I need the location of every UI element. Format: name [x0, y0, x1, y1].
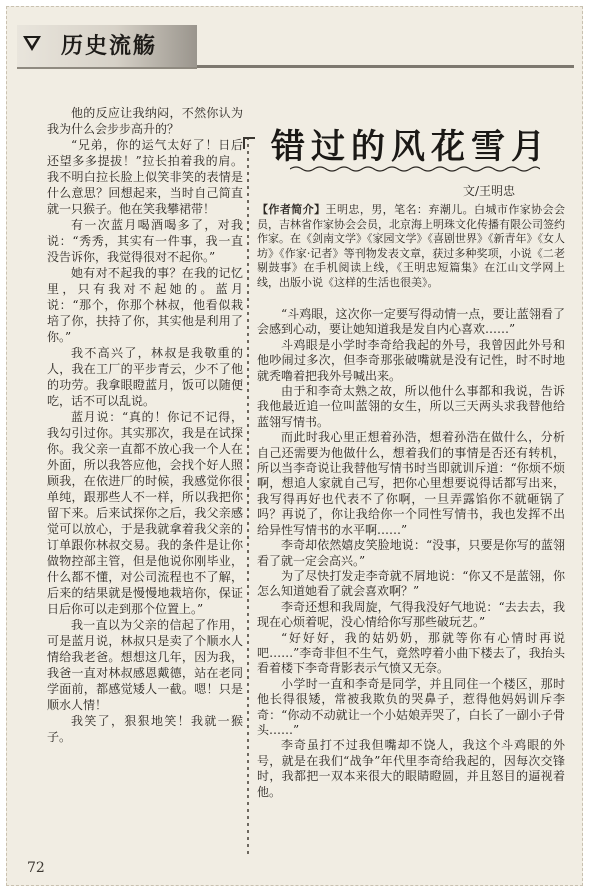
section-title: 历史流觞 [61, 33, 158, 59]
paragraph: 蓝月说：“真的！你记不记得，我勾引过你。其实那次，我是在试探你。我父亲一直都不放心我一个人在外面，所以我答应他，会找个好人照顾我，在依进厂的时候，我感觉你很单纯，跟那些人不一样，所以我把你留下来。后来试探你之后，我父亲感觉可以放心，于是我就拿着我父亲的订单跟你林叔交易。我的条件是让你做物控部主管，但是他说你刚毕业，什么都不懂，对公司流程也不了解，后来的结果就是慢慢地栽培你，保证日后你可以走到那个位置上。” [47, 410, 243, 616]
magazine-page [6, 6, 583, 886]
paragraph: 有一次蓝月喝酒喝多了，对我说：“秀秀，其实有一件事，我一直没告诉你，我觉得很对不起你。” [47, 218, 243, 264]
paragraph: 斗鸡眼是小学时李奇给我起的外号，我曾因此外号和他吵闹过多次，但李奇那张破嘴就是没有记性，时不时地就秃噜着把我外号喊出来。 [257, 337, 565, 383]
paragraph: 我一直以为父亲的信起了作用，可是蓝月说，林叔只是卖了个顺水人情给我老爸。想想这几年，因为我，我爸一直对林叔感恩戴德，站在老同学面前，都感觉矮人一截。嗯！只是顺水人情！ [47, 618, 243, 712]
byline: 文/王明忠 [463, 184, 516, 198]
story-title: 错过的风花雪月 [271, 127, 551, 167]
paragraph: 她有对不起我的事？在我的记忆里，只有我对不起她的。蓝月说：“那个，你那个林叔，他看似栽培了你，扶持了你，其实他是利用了你。” [47, 266, 243, 344]
page-number: 72 [27, 860, 45, 876]
paragraph: 我不高兴了，林叔是我敬重的人，我在工厂的平步青云，少不了他的功劳。我拿眼瞪蓝月，饭可以随便吃，话不可以乱说。 [47, 346, 243, 408]
author-intro-label: 【作者简介】 [257, 203, 326, 216]
paragraph: 为了尽快打发走李奇就不屑地说：“你又不是蓝翎，你怎么知道她看了就会喜欢啊？” [257, 568, 565, 599]
author-intro-text: 王明忠，男，笔名：弃潮儿。白城市作家协会会员，吉林省作家协会会员，北京海上明珠文化传播有限公司签约作家。在《剑南文学》《家园文学》《喜剧世界》《新青年》《女人坊》《作家·记者》等刊物发表文章，获过多种奖项，小说《二老剔鼓事》在手机阅读上线，《王明忠短篇集》在江山文学网上线，出版小说《这样的生活也很美》。 [257, 203, 566, 289]
paragraph: “斗鸡眼，这次你一定要写得动情一点，要让蓝翎看了会感到心动，要让她知道我是发自内心喜欢……” [257, 307, 565, 337]
column-divider [247, 137, 249, 857]
paragraph: 小学时一直和李奇是同学，并且同住一个楼区，那时他长得很矮，常被我欺负的哭鼻子，惹得他妈妈训斥李奇：“你动不动就让一个小姑娘弄哭了，白长了一副小子骨头……” [257, 676, 565, 737]
paragraph: 由于和李奇太熟之故，所以他什么事都和我说，告诉我他最近追一位叫蓝翎的女生，所以三天两头求我替他给蓝翎写情书。 [257, 384, 565, 429]
paragraph: “兄弟，你的运气太好了！日后还望多多提拔！”拉长拍着我的肩。我不明白拉长脸上似笑非笑的表情是什么意思？回想起来，当时自己简直就一只猴子。他在笑我攀裙带！ [47, 138, 243, 216]
paragraph: 我笑了，狠狠地笑！我就一猴子。 [47, 714, 243, 744]
paragraph: 而此时我心里正想着孙浩，想着孙浩在做什么，分析自己还需要为他做什么，想着我们的事情是否还有转机，所以当李奇说让我替他写情书时当即就训斥道：“你烦不烦啊，想追人家就自己写，把你心里想要说得话都写出来，我写得再好也代表不了你啊，一旦弄露馅你不就砸锅了吗？再说了，你让我给你一个同性写情书，我也发挥不出给异性写情书的水平啊……” [257, 430, 565, 537]
left-column [47, 105, 243, 745]
right-column [257, 307, 565, 800]
paragraph: 李奇却依然嬉皮笑脸地说：“没事，只要是你写的蓝翎看了就一定会高兴。” [257, 538, 565, 568]
author-intro [257, 203, 565, 290]
paragraph: 李奇虽打不过我但嘴却不饶人，我这个斗鸡眼的外号，就是在我们“战争”年代里李奇给我起的，因每次交锋时，我都把一双本来很大的眼睛瞪圆，并且怒目的逼视着他。 [257, 738, 565, 799]
paragraph: 李奇还想和我周旋，气得我没好气地说：“去去去，我现在心烦着呢，没心情给你写那些破玩艺。” [257, 599, 565, 630]
paragraph: 他的反应让我纳闷，不然你认为我为什么会步步高升的？ [47, 106, 243, 136]
paragraph: “好好好，我的姑奶奶，那就等你有心情时再说吧……”李奇非但不生气，竟然哼着小曲下楼去了，我抬头看着楼下李奇背影表示气愤又无奈。 [257, 630, 565, 676]
header-rule [197, 65, 574, 68]
title-underline-wave [290, 165, 540, 173]
